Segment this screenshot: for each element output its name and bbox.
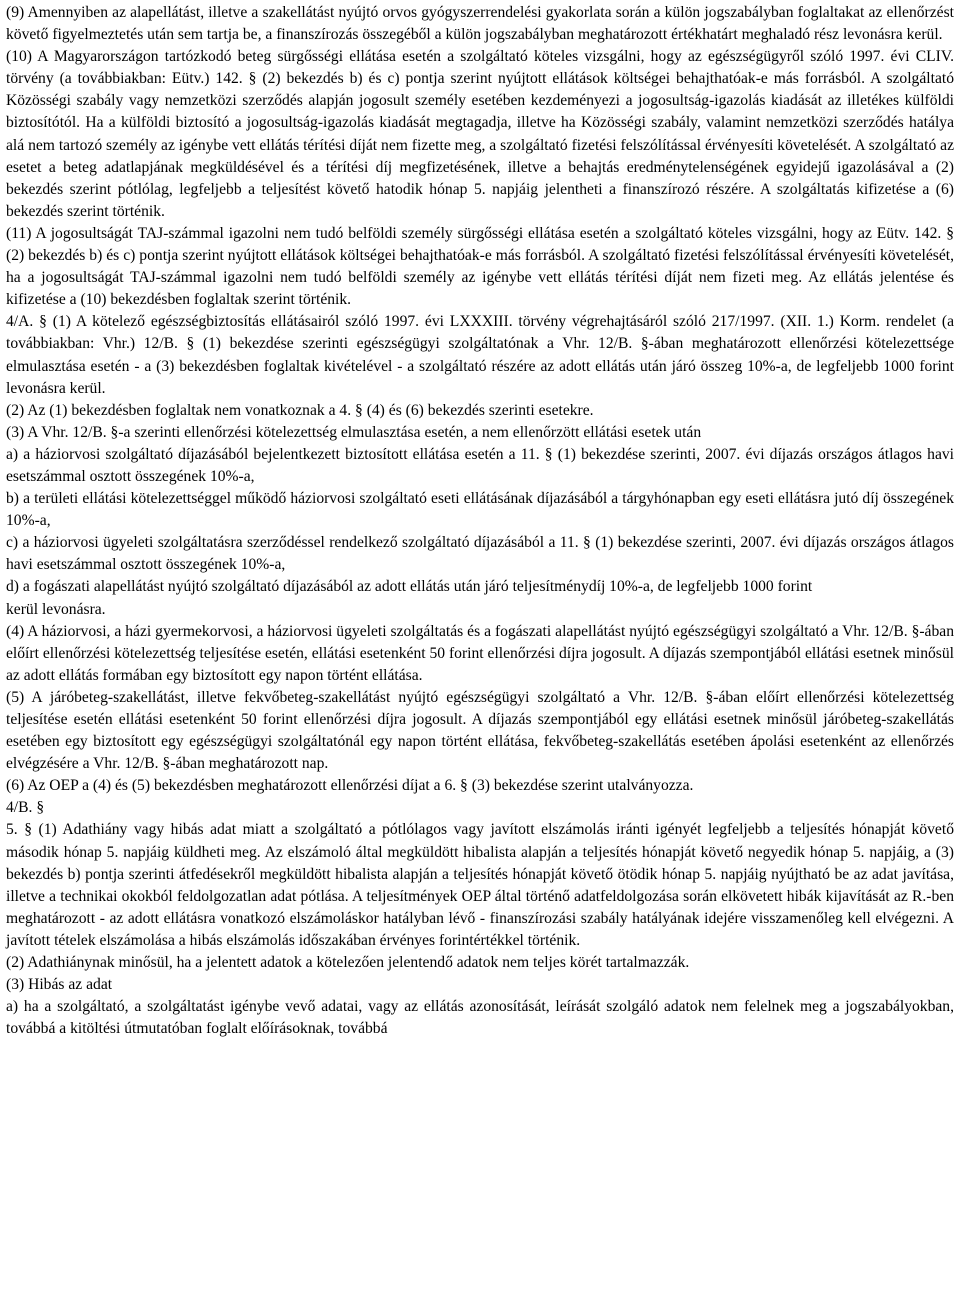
section-4a-paragraph-4: (4) A háziorvosi, a házi gyermekorvosi, a háziorvosi ügyeleti szolgáltatás és a fogászati alapellátást nyújtó egészségügyi szolgáltató a Vhr. 12/B. §-ában előírt ellenőrzési kötelezettség teljesítése esetén, ellátási esetenként 50 forint ellenőrzési díjra jogosult. A díjazás szempontjából ellátási esetnek minősül az adott ellátás formában egy biztosított egy napon történt ellátása. — [6, 622, 954, 684]
section-4a-point-c: c) a háziorvosi ügyeleti szolgáltatásra szerződéssel rendelkező szolgáltató díjazásából a 11. § (1) bekezdése szerinti, 2007. évi díjazás országos átlagos havi esetszámmal osztott összegének 10%-a, — [6, 534, 954, 574]
section-4a-paragraph-2: (2) Az (1) bekezdésben foglaltak nem vonatkoznak a 4. § (4) és (6) bekezdés szerinti esetekre. — [6, 401, 594, 419]
paragraph-9: (9) Amennyiben az alapellátást, illetve a szakellátást nyújtó orvos gyógyszerrendelési gyakorlata során a külön jogszabályban foglaltakat az ellenőrzést követő figyelmeztetés után sem tartja be, a finanszírozás összegéből a külön jogszabályban meghatározott értékhatárt meghaladó rész levonásra kerül. — [6, 4, 954, 44]
section-4a-point-b: b) a területi ellátási kötelezettséggel működő háziorvosi szolgáltató eseti ellátásának díjazásából a tárgyhónapban egy eseti ellátásra jutó díj összegének 10%-a, — [6, 490, 954, 530]
section-4a-paragraph-3: (3) A Vhr. 12/B. §-a szerinti ellenőrzési kötelezettség elmulasztása esetén, a nem ellenőrzött ellátási esetek után — [6, 423, 702, 441]
section-4a-point-a: a) a háziorvosi szolgáltató díjazásából bejelentkezett biztosított ellátása esetén a 11. § (1) bekezdése szerinti, 2007. évi díjazás országos átlagos havi esetszámmal osztott összegének 10%-a, — [6, 445, 954, 485]
section-4a-paragraph-6: (6) Az OEP a (4) és (5) bekezdésben meghatározott ellenőrzési díjat a 6. § (3) bekezdése szerint utalványozza. — [6, 777, 694, 795]
section-4b-heading: 4/B. § — [6, 799, 45, 817]
section-4a-paragraph-5: (5) A járóbeteg-szakellátást, illetve fekvőbeteg-szakellátást nyújtó egészségügyi szolgáltató a Vhr. 12/B. §-ában előírt ellenőrzési kötelezettség teljesítése esetén ellátási esetenként 50 forint ellenőrzési díjra jogosult. A díjazás szempontjából egy ellátási esetnek minősül járóbeteg-szakellátás esetében egy biztosított egy egészségügyi szolgáltatónál egy napon történt ellátása, fekvőbeteg-szakellátás esetében ápolási esetenként az ellenőrzés elvégzésére a Vhr. 12/B. §-ában meghatározott nap. — [6, 688, 954, 773]
section-5-paragraph-3: (3) Hibás az adat — [6, 976, 113, 994]
paragraph-10: (10) A Magyarországon tartózkodó beteg sürgősségi ellátása esetén a szolgáltató köteles vizsgálni, hogy az egészségügyről szóló 1997. évi CLIV. törvény (a továbbiakban: Eütv.) 142. § (2) bekezdés b) és c) pontja szerint nyújtott ellátások költségei behajthatóak-e más forrásból. A szolgáltató Közösségi szabály vagy nemzetközi szerződés alapján jogosult személy esetében kezdeményezi a jogosultság-igazolás kiadását az illetékes külföldi biztosítótól. Ha a külföldi biztosító a jogosultság-igazolás kiadását megtagadja, illetve ha Közösségi szabály, valamint nemzetközi szerződés hatálya alá nem tartozó személy az igénybe vett ellátás térítési díját nem fizette meg, a szolgáltató fizetési felszólítással érvényesíti követelését. A szolgáltató az esetet a beteg adatlapjának megküldésével és a térítési díj megfizetésének, illetve a behajtás eredménytelenségének egyidejű igazolásával a (2) bekezdés szerint pótlólag, legfeljebb a teljesítést követő hatodik hónap 5. napjáig jelentheti a finanszírozó részére. A szolgáltatás kifizetése a (6) bekezdés szerint történik. — [6, 48, 954, 220]
section-5-paragraph-1: 5. § (1) Adathiány vagy hibás adat miatt a szolgáltató a pótlólagos vagy javított elszámolás iránti igényét legfeljebb a teljesítés hónapját követő második hónap 5. napjáig küldheti meg. Az elszámoló által megküldött hibalista alapján a teljesítés hónapját követő negyedik hónap 5. napjáig, a (3) bekezdés b) pontja szerinti átfedésekről megküldött hibalista alapján a teljesítés hónapját követő ötödik hónap 5. napjáig nyújtható be az adat javítása, illetve a technikai okokból feldolgozatlan adat pótlása. A teljesítmények OEP által történő adatfeldolgozása során elkövetett hibák kijavítását az R.-ben meghatározott - az adott ellátásra vonatkozó elszámoláskor hatályban lévő - finanszírozási szabály hatályának idejére visszamenőleg kell elvégezni. A javított tételek elszámolása a hibás elszámolás időszakában érvényes forintértékkel történik. — [6, 821, 954, 949]
section-5-point-a: a) ha a szolgáltató, a szolgáltatást igénybe vevő adatai, vagy az ellátás azonosítását, leírását szolgáló adatok nem felelnek meg a jogszabályokban, továbbá a kitöltési útmutatóban foglalt előírásoknak, továbbá — [6, 998, 954, 1038]
paragraph-11: (11) A jogosultságát TAJ-számmal igazolni nem tudó belföldi személy sürgősségi ellátása esetén a szolgáltató köteles vizsgálni, hogy az Eütv. 142. § (2) bekezdés b) és c) pontja szerint nyújtott ellátások költségei behajthatóak-e más forrásból. A szolgáltató fizetési felszólítással érvényesíti követelését, ha a jogosultságát TAJ-számmal igazolni nem tudó belföldi személy az igénybe vett ellátás térítési díját nem fizeti meg. Az ellátás jelentése és kifizetése a (10) bekezdésben foglaltak szerint történik. — [6, 224, 954, 309]
section-5-paragraph-2: (2) Adathiánynak minősül, ha a jelentett adatok a kötelezően jelentendő adatok nem teljes körét tartalmazzák. — [6, 954, 690, 972]
section-4a-paragraph-1: 4/A. § (1) A kötelező egészségbiztosítás ellátásairól szóló 1997. évi LXXXIII. törvény végrehajtásáról szóló 217/1997. (XII. 1.) Korm. rendelet (a továbbiakban: Vhr.) 12/B. § (1) bekezdése szerinti egészségügyi szolgáltatónak a Vhr. 12/B. §-ában meghatározott ellenőrzési kötelezettsége elmulasztása esetén - a (3) bekezdésben foglaltak kivételével - a szolgáltató részére az adott ellátás után járó összeg 10%-a, de legfeljebb 1000 forint levonásra kerül. — [6, 313, 954, 397]
section-4a-point-d: d) a fogászati alapellátást nyújtó szolgáltató díjazásából az adott ellátás után járó teljesítménydíj 10%-a, de legfeljebb 1000 forint kerül levonásra. — [6, 578, 813, 618]
